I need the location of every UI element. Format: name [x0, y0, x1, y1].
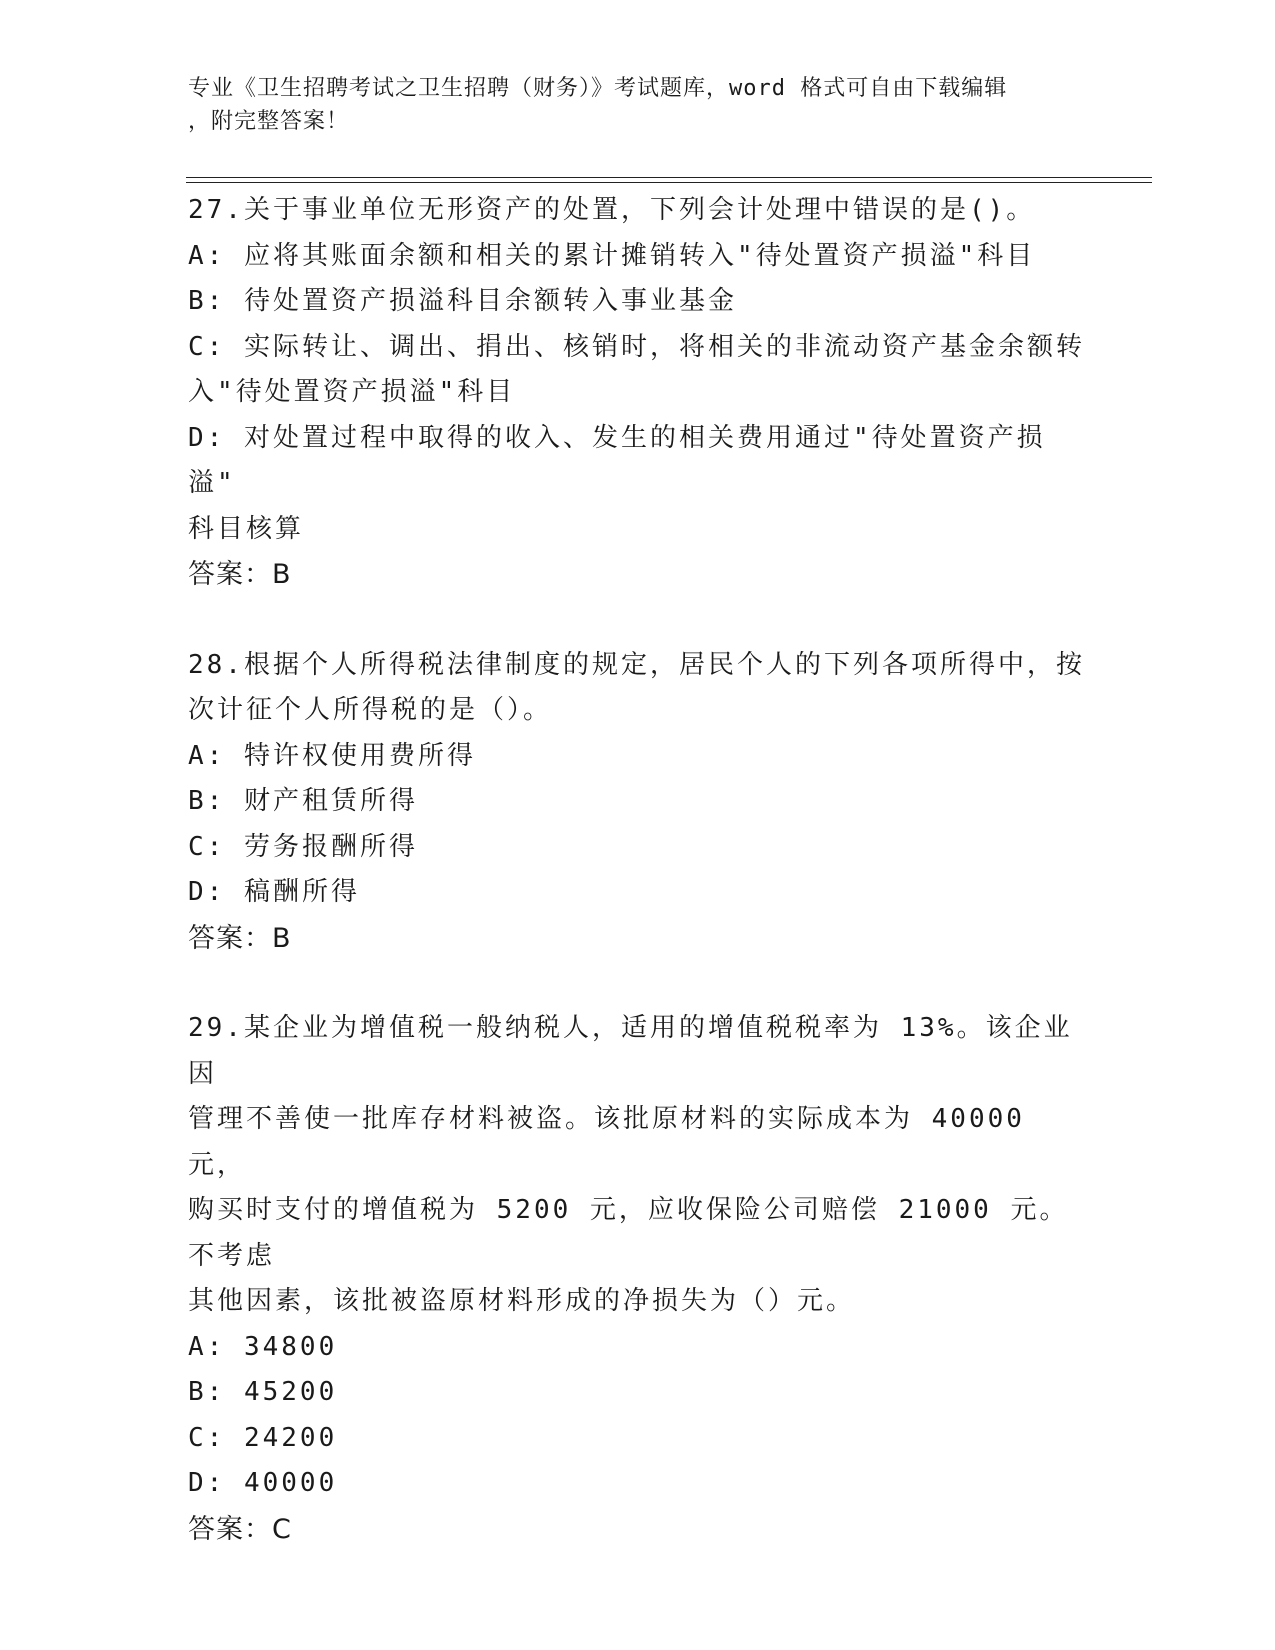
- header-line-1: 专业《卫生招聘考试之卫生招聘（财务）》考试题库，word 格式可自由下载编辑: [188, 76, 1008, 101]
- question-stem-line: 管理不善使一批库存材料被盗。该批原材料的实际成本为 40000 元，: [188, 1104, 1025, 1180]
- option-c: C: 劳务报酬所得: [188, 831, 418, 862]
- option-d: D: 对处置过程中取得的收入、发生的相关费用通过"待处置资产损溢": [188, 422, 1046, 498]
- header-line-2: ，附完整答案！: [188, 109, 350, 134]
- option-c-continued: 入"待处置资产损溢"科目: [188, 377, 516, 407]
- question-stem-line: 购买时支付的增值税为 5200 元，应收保险公司赔偿 21000 元。不考虑: [188, 1195, 1069, 1271]
- header-divider-bottom: [186, 182, 1152, 183]
- option-a: A: 特许权使用费所得: [188, 740, 476, 771]
- option-c: C: 实际转让、调出、捐出、核销时，将相关的非流动资产基金余额转: [188, 331, 1085, 362]
- question-list: [188, 188, 1088, 1597]
- question-stem-line: 次计征个人所得税的是（）。: [188, 695, 553, 725]
- option-d: D: 稿酬所得: [188, 877, 360, 907]
- question-stem-line: 27.关于事业单位无形资产的处置，下列会计处理中错误的是()。: [188, 195, 1036, 225]
- option-b: B: 财产租赁所得: [188, 786, 418, 816]
- option-a: A: 34800: [188, 1331, 338, 1362]
- header-divider-top: [186, 177, 1152, 178]
- option-b: B: 待处置资产损溢科目余额转入事业基金: [188, 286, 737, 316]
- question-stem-line: 28.根据个人所得税法律制度的规定，居民个人的下列各项所得中，按: [188, 649, 1085, 680]
- question-stem-line: 其他因素，该批被盗原材料形成的净损失为（）元。: [188, 1286, 856, 1316]
- answer-label: 答案：C: [188, 1513, 292, 1545]
- answer-label: 答案：B: [188, 922, 292, 954]
- question-stem-line: 29.某企业为增值税一般纳税人，适用的增值税税率为 13%。该企业因: [188, 1013, 1073, 1089]
- option-b: B: 45200: [188, 1377, 338, 1407]
- question-27: [188, 188, 1088, 598]
- question-29: [188, 1006, 1088, 1552]
- option-d-continued: 科目核算: [188, 513, 305, 544]
- document-header: [188, 72, 1088, 138]
- option-d: D: 40000: [188, 1468, 338, 1498]
- answer-label: 答案：B: [188, 559, 292, 590]
- question-28: [188, 643, 1088, 962]
- option-c: C: 24200: [188, 1422, 338, 1453]
- option-a: A: 应将其账面余额和相关的累计摊销转入"待处置资产损溢"科目: [188, 240, 1036, 271]
